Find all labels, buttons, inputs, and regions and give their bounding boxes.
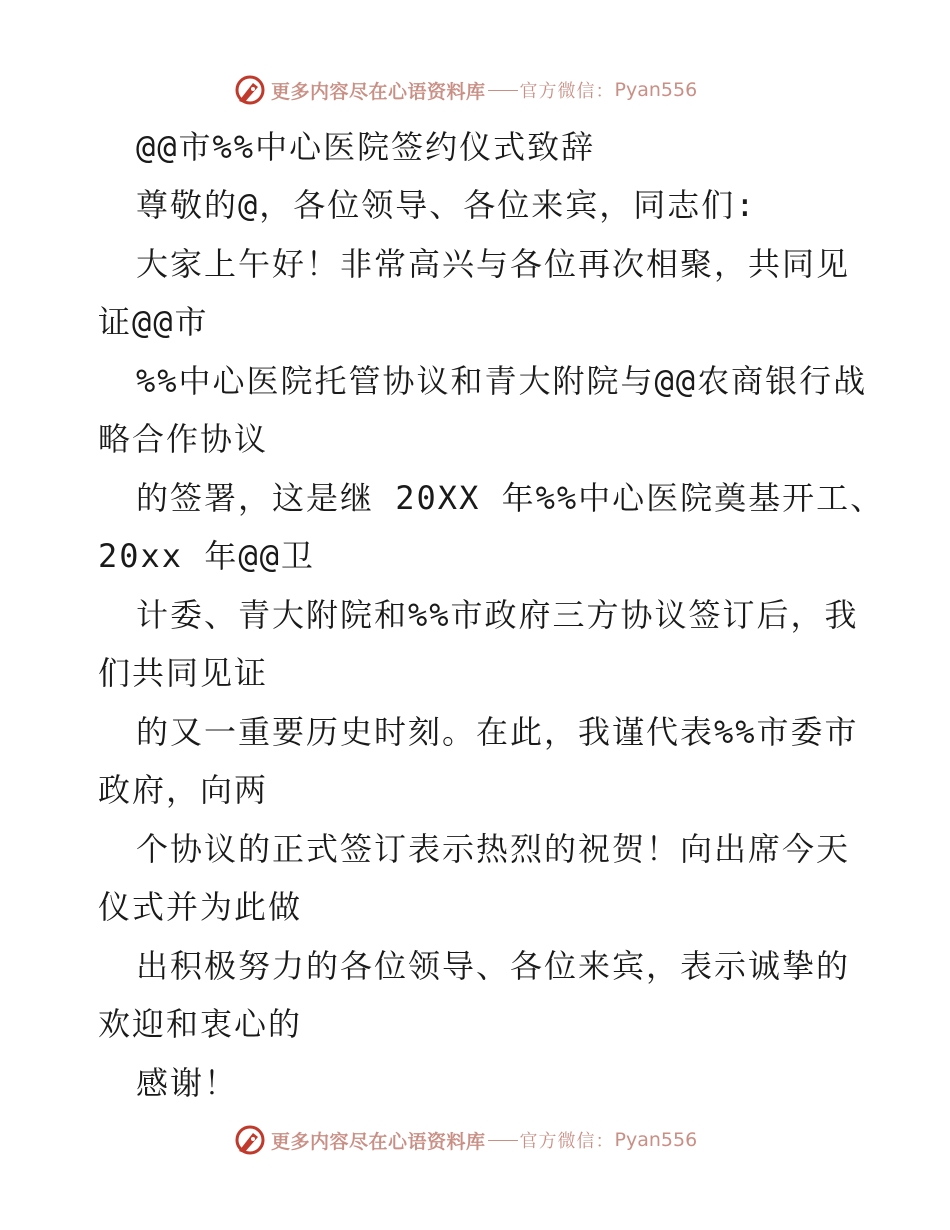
paragraph-line: 计委、青大附院和%%市政府三方协议签订后，我 [136,596,859,634]
watermark-dash [488,1140,518,1141]
watermark-banner-top [0,70,950,110]
watermark-account: Pyan556 [614,79,698,101]
watermark-subtext: 官方微信： [519,81,615,102]
paragraph-line: 欢迎和衷心的 [98,1005,303,1043]
document-title: @@市%%中心医院签约仪式致辞 [136,128,596,166]
paragraph-line: 仪式并为此做 [98,888,303,926]
paragraph-line: 们共同见证 [98,654,269,692]
paragraph-line: 略合作协议 [98,420,269,458]
paragraph-line: 大家上午好！非常高兴与各位再次相聚，共同见 [136,245,851,283]
paragraph-line: 的又一重要历史时刻。在此，我谨代表%%市委市 [136,713,859,751]
paragraph-line: 证@@市 [98,303,209,341]
paragraph-line: 20xx 年@@卫 [98,537,315,575]
paragraph-line: 感谢！ [136,1064,239,1102]
watermark-account: Pyan556 [614,1129,698,1151]
paragraph-line: 的签署，这是继 20XX 年%%中心医院奠基开工、 [136,479,885,517]
paragraph-line: 政府，向两 [98,771,269,809]
paragraph-line: 个协议的正式签订表示热烈的祝贺！向出席今天 [136,830,851,868]
pen-nib-circle-icon [233,1123,267,1157]
watermark-dash [488,90,518,91]
watermark-banner-bottom [0,1120,950,1160]
salutation: 尊敬的@，各位领导、各位来宾，同志们: [136,186,757,224]
watermark-text: 更多内容尽在心语资料库 [271,1130,486,1153]
paragraph-line: %%中心医院托管协议和青大附院与@@农商银行战 [136,362,868,400]
paragraph-line: 出积极努力的各位领导、各位来宾，表示诚挚的 [136,947,851,985]
watermark-text: 更多内容尽在心语资料库 [271,80,486,103]
watermark-subtext: 官方微信： [519,1131,615,1152]
pen-nib-circle-icon [233,73,267,107]
